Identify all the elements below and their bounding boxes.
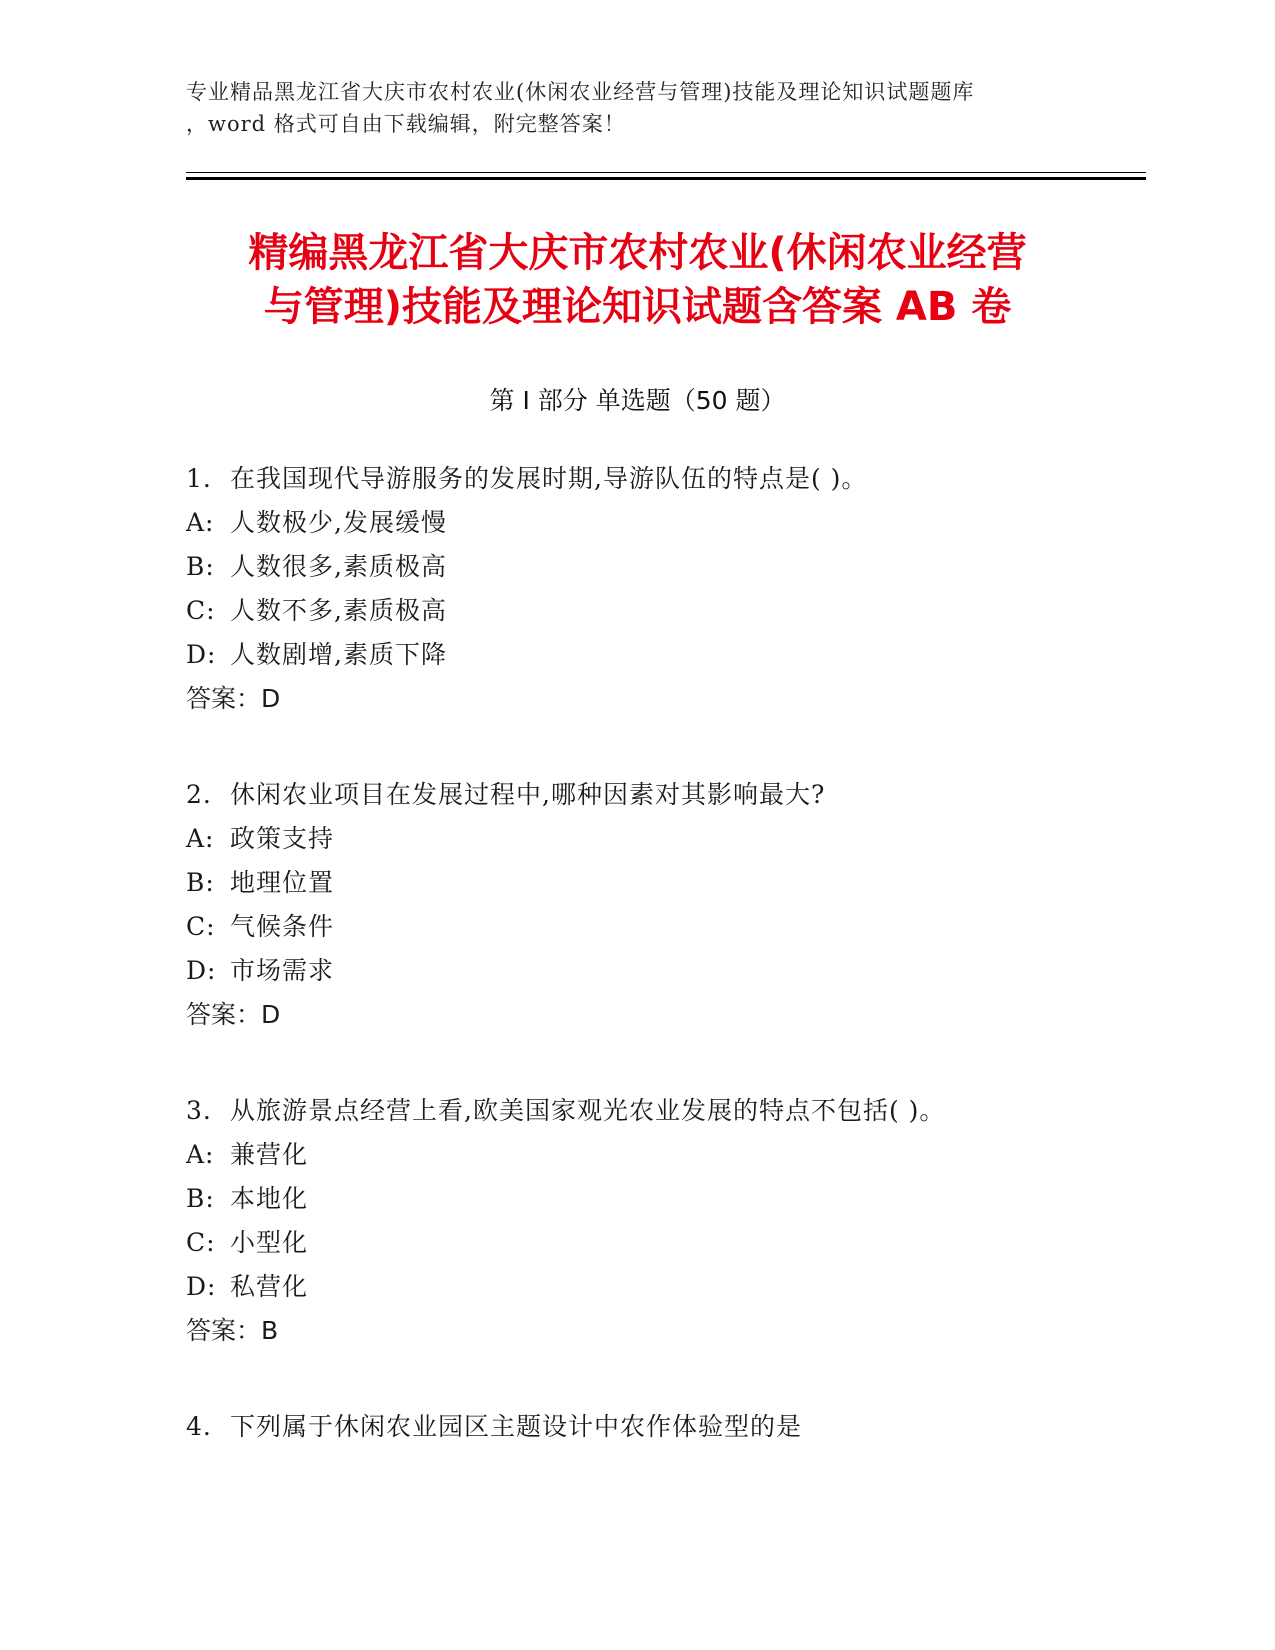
option-label: C: [186, 596, 216, 625]
option-text: 私营化 [230, 1272, 309, 1301]
option-text: 政策支持 [230, 824, 335, 853]
title-line-2: 与管理)技能及理论知识试题含答案 AB 卷 [263, 284, 1012, 330]
question-3-option-d [186, 1270, 308, 1304]
option-label: A: [186, 508, 215, 537]
question-2-option-d [186, 954, 334, 988]
question-4-text: 下列属于休闲农业园区主题设计中农作体验型的是 [230, 1412, 803, 1441]
option-label: D: [186, 1272, 217, 1301]
option-text: 人数很多,素质极高 [230, 552, 447, 581]
question-3-text: 从旅游景点经营上看,欧美国家观光农业发展的特点不包括( )。 [230, 1096, 946, 1125]
section-heading: 第 I 部分 单选题（50 题） [489, 386, 786, 415]
question-2-answer: 答案：D [186, 1000, 281, 1029]
document-title [150, 226, 1125, 334]
question-1-option-a [186, 506, 447, 540]
option-text: 人数剧增,素质下降 [230, 640, 447, 669]
question-1-text: 在我国现代导游服务的发展时期,导游队伍的特点是( )。 [230, 464, 868, 493]
question-4-stem [186, 1410, 802, 1444]
question-3-option-a [186, 1138, 308, 1172]
option-text: 人数极少,发展缓慢 [230, 508, 447, 537]
question-1-option-b [186, 550, 447, 584]
option-text: 市场需求 [230, 956, 335, 985]
question-2-option-a [186, 822, 334, 856]
option-label: D: [186, 640, 217, 669]
option-text: 人数不多,素质极高 [230, 596, 447, 625]
header-note [186, 76, 1106, 140]
question-2-stem [186, 778, 825, 812]
question-1-answer: 答案：D [186, 684, 281, 713]
question-1-number: 1. [186, 464, 212, 493]
header-rule-thick [186, 177, 1146, 180]
option-label: D: [186, 956, 217, 985]
question-1-stem [186, 462, 867, 496]
header-note-line-2: ，word 格式可自由下载编辑，附完整答案！ [186, 112, 626, 136]
title-line-1: 精编黑龙江省大庆市农村农业(休闲农业经营 [248, 230, 1027, 276]
option-label: A: [186, 824, 215, 853]
question-3-option-b [186, 1182, 308, 1216]
option-text: 兼营化 [230, 1140, 309, 1169]
question-2-number: 2. [186, 780, 212, 809]
option-text: 本地化 [230, 1184, 309, 1213]
option-text: 气候条件 [230, 912, 335, 941]
option-label: C: [186, 1228, 216, 1257]
question-4-number: 4. [186, 1412, 212, 1441]
question-3-option-c [186, 1226, 308, 1260]
option-label: B: [186, 868, 215, 897]
question-3-number: 3. [186, 1096, 212, 1125]
option-text: 地理位置 [230, 868, 335, 897]
option-label: B: [186, 1184, 215, 1213]
question-2-option-c [186, 910, 334, 944]
question-3-answer: 答案：B [186, 1316, 279, 1345]
option-label: A: [186, 1140, 215, 1169]
option-label: B: [186, 552, 215, 581]
question-2-option-b [186, 866, 334, 900]
option-text: 小型化 [230, 1228, 309, 1257]
header-note-line-1: 专业精品黑龙江省大庆市农村农业(休闲农业经营与管理)技能及理论知识试题题库 [186, 80, 975, 104]
header-rule-thin [186, 172, 1146, 173]
option-label: C: [186, 912, 216, 941]
question-1-option-c [186, 594, 447, 628]
question-1-option-d [186, 638, 447, 672]
question-2-text: 休闲农业项目在发展过程中,哪种因素对其影响最大? [230, 780, 826, 809]
question-3-stem [186, 1094, 945, 1128]
